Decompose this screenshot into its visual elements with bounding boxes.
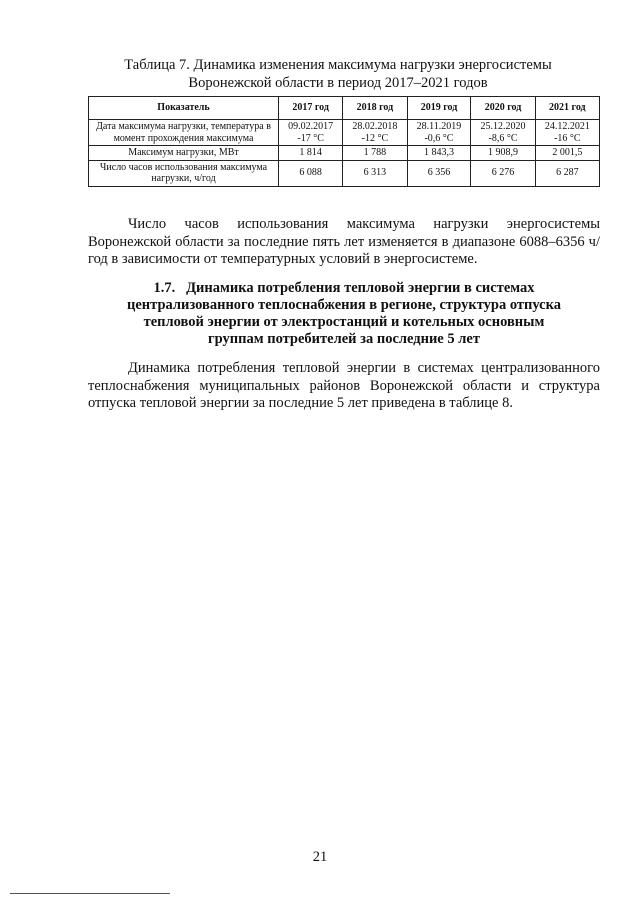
table-row-max-date (89, 120, 600, 146)
table-cell: 1 814 (279, 146, 343, 161)
table-caption-line-2: Воронежской области в период 2017–2021 годов (188, 75, 488, 91)
table-row-max-load (89, 146, 600, 161)
footnote-divider (10, 893, 170, 894)
cell-date: 28.11.2019 (416, 121, 462, 132)
cell-date: 28.02.2018 (352, 121, 398, 132)
row-label: Дата максимума нагрузки, температура в момент прохождения максимума (89, 120, 279, 146)
table-cell: 6 276 (471, 160, 535, 186)
row-label: Максимум нагрузки, МВт (89, 146, 279, 161)
table-cell: 6 313 (343, 160, 407, 186)
paragraph-text: Число часов использования максимума нагрузки энергосистемы Воронежской области за последние пять лет изменяется в диапазоне 6088–6356 ч/год в зависимости от температурных условий в энергосистеме. (88, 216, 600, 267)
column-header-2017: 2017 год (279, 97, 343, 120)
row-label: Число часов использования максимума нагрузки, ч/год (89, 160, 279, 186)
column-header-2021: 2021 год (535, 97, 599, 120)
table-cell: 6 356 (407, 160, 471, 186)
cell-temperature: -0,6 °С (424, 132, 454, 144)
section-heading (120, 280, 568, 348)
cell-temperature: -8,6 °С (488, 132, 518, 144)
cell-date: 25.12.2020 (480, 121, 526, 132)
section-title: Динамика потребления тепловой энергии в системах централизованного теплоснабжения в регионе, структура отпуска тепловой энергии от электростанций и котельных основным группам потребителей за последние 5 лет (127, 280, 561, 347)
cell-temperature: -12 °С (361, 132, 389, 144)
cell-temperature: -16 °С (554, 132, 581, 144)
table-cell (407, 120, 471, 146)
table-cell (535, 120, 599, 146)
cell-date: 24.12.2021 (544, 121, 590, 132)
table-cell (279, 120, 343, 146)
max-load-table (88, 96, 600, 187)
table-header-row (89, 97, 600, 120)
paragraph-heat-dynamics (88, 360, 600, 413)
column-header-indicator: Показатель (89, 97, 279, 120)
page-number: 21 (312, 849, 328, 865)
table-cell: 6 287 (535, 160, 599, 186)
column-header-2018: 2018 год (343, 97, 407, 120)
table-cell: 1 788 (343, 146, 407, 161)
table-row-usage-hours (89, 160, 600, 186)
table-cell: 1 908,9 (471, 146, 535, 161)
table-cell: 1 843,3 (407, 146, 471, 161)
paragraph-text: Динамика потребления тепловой энергии в системах централизованного теплоснабжения муниципальных районов Воронежской области и структура отпуска тепловой энергии за последние 5 лет приведена в таблице 8. (88, 360, 600, 411)
table-caption-line-1: Таблица 7. Динамика изменения максимума нагрузки энергосистемы (124, 57, 552, 73)
cell-temperature: -17 °С (297, 132, 324, 144)
table-cell: 6 088 (279, 160, 343, 186)
table-caption (88, 56, 588, 92)
column-header-2020: 2020 год (471, 97, 535, 120)
table-cell (471, 120, 535, 146)
table-cell (343, 120, 407, 146)
section-number: 1.7. (153, 280, 176, 296)
table-cell: 2 001,5 (535, 146, 599, 161)
cell-date: 09.02.2017 (288, 121, 334, 132)
column-header-2019: 2019 год (407, 97, 471, 120)
paragraph-usage-hours (88, 216, 600, 269)
